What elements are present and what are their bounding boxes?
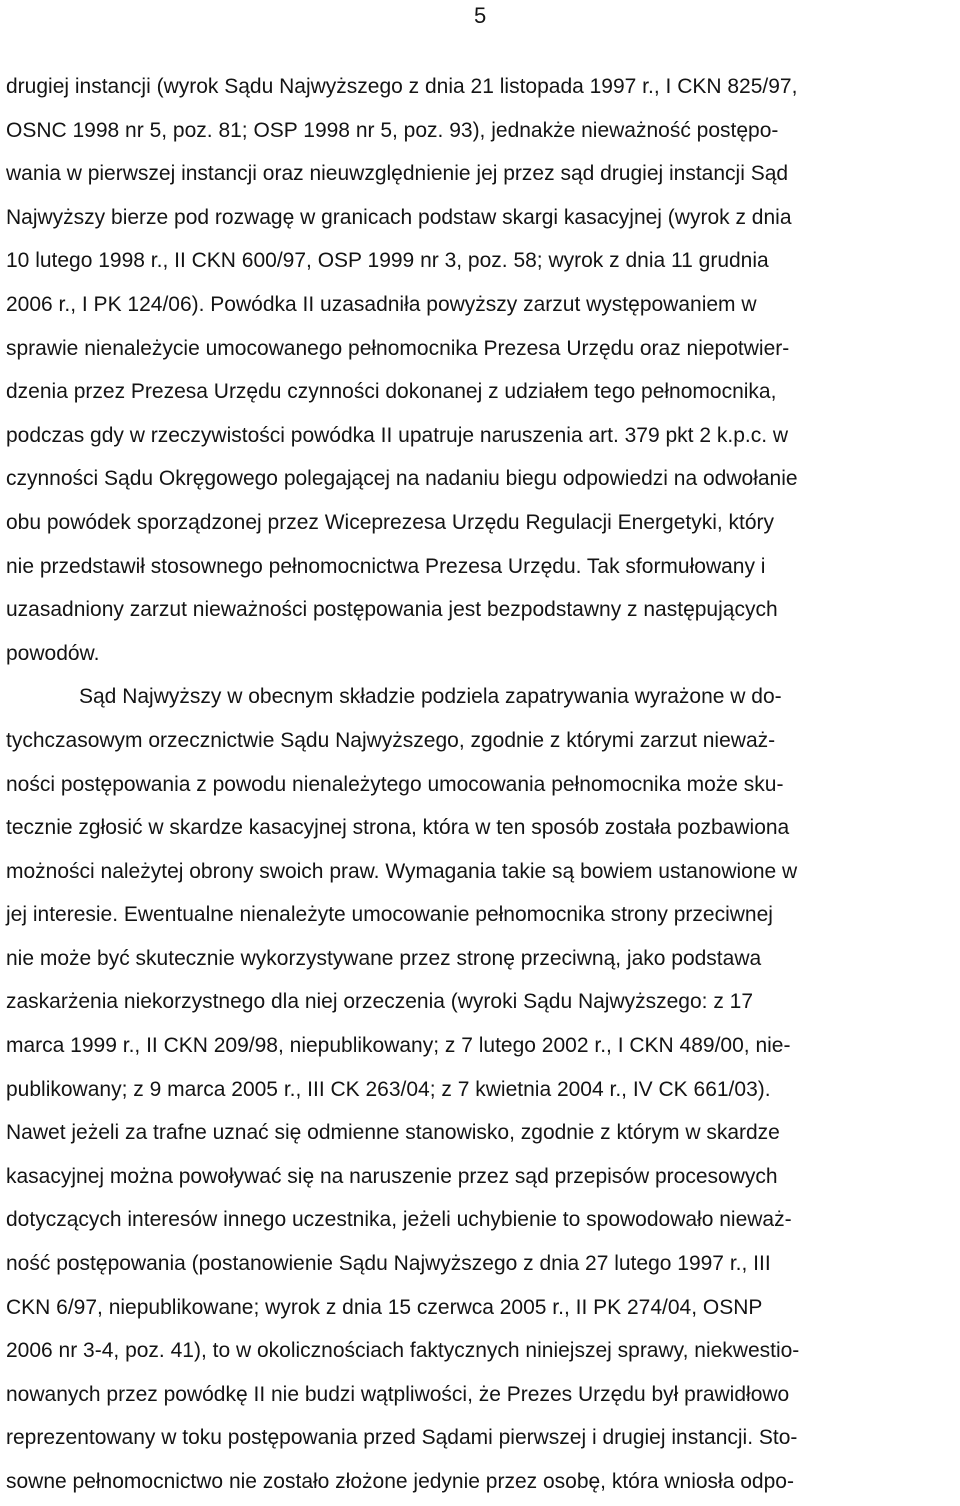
text-line: reprezentowany w toku postępowania przed Sądami pierwszej i drugiej instancji. Sto-	[6, 1426, 798, 1450]
text-line: kasacyjnej można powoływać się na naruszenie przez sąd przepisów procesowych	[6, 1164, 778, 1188]
text-line: tychczasowym orzecznictwie Sądu Najwyższego, zgodnie z którymi zarzut nieważ-	[6, 728, 776, 752]
text-line: drugiej instancji (wyrok Sądu Najwyższego z dnia 21 listopada 1997 r., I CKN 825/97,	[6, 75, 798, 98]
document-body	[6, 67, 956, 1506]
text-line: zaskarżenia niekorzystnego dla niej orzeczenia (wyroki Sądu Najwyższego: z 17	[6, 990, 754, 1014]
text-line: ności postępowania z powodu nienależytego umocowania pełnomocnika może sku-	[6, 772, 784, 796]
text-line: marca 1999 r., II CKN 209/98, niepublikowany; z 7 lutego 2002 r., I CKN 489/00, nie-	[6, 1034, 791, 1058]
text-line: czynności Sądu Okręgowego polegającej na nadaniu biegu odpowiedzi na odwołanie	[6, 467, 798, 491]
text-line: OSNC 1998 nr 5, poz. 81; OSP 1998 nr 5, poz. 93), jednakże nieważność postępo-	[6, 118, 779, 142]
text-line: dzenia przez Prezesa Urzędu czynności dokonanej z udziałem tego pełnomocnika,	[6, 380, 777, 404]
text-line: nie może być skutecznie wykorzystywane przez stronę przeciwną, jako podstawa	[6, 946, 762, 970]
text-line: 2006 r., I PK 124/06). Powódka II uzasadniła powyższy zarzut występowaniem w	[6, 292, 757, 316]
text-line: uzasadniony zarzut nieważności postępowania jest bezpodstawny z następujących	[6, 598, 778, 622]
text-line: 2006 nr 3-4, poz. 41), to w okolicznościach faktycznych niniejszej sprawy, niekwestio-	[6, 1339, 800, 1363]
text-line: podczas gdy w rzeczywistości powódka II upatruje naruszenia art. 379 pkt 2 k.p.c. w	[6, 423, 789, 447]
text-line: sowne pełnomocnictwo nie zostało złożone jedynie przez osobę, która wniosła odpo-	[6, 1470, 794, 1493]
text-line: możności należytej obrony swoich praw. Wymagania takie są bowiem ustanowione w	[6, 859, 798, 883]
paragraph-first-line: Sąd Najwyższy w obecnym składzie podziela zapatrywania wyrażone w do-	[79, 685, 782, 709]
text-line: Nawet jeżeli za trafne uznać się odmienne stanowisko, zgodnie z którym w skardze	[6, 1121, 780, 1145]
text-line: jej interesie. Ewentualne nienależyte umocowanie pełnomocnika strony przeciwnej	[6, 903, 773, 927]
text-line: obu powódek sporządzonej przez Wiceprezesa Urzędu Regulacji Energetyki, który	[6, 510, 775, 534]
text-line: tecznie zgłosić w skardze kasacyjnej strona, która w ten sposób została pozbawiona	[6, 816, 790, 840]
text-line: dotyczących interesów innego uczestnika, jeżeli uchybienie to spowodowało nieważ-	[6, 1208, 792, 1232]
text-line: publikowany; z 9 marca 2005 r., III CK 263/04; z 7 kwietnia 2004 r., IV CK 661/03).	[6, 1077, 771, 1101]
page-number: 5	[474, 3, 487, 28]
text-line: sprawie nienależycie umocowanego pełnomocnika Prezesa Urzędu oraz niepotwier-	[6, 336, 790, 360]
text-line: powodów.	[6, 641, 100, 665]
text-line: 10 lutego 1998 r., II CKN 600/97, OSP 1999 nr 3, poz. 58; wyrok z dnia 11 grudnia	[6, 249, 769, 273]
text-line: CKN 6/97, niepublikowane; wyrok z dnia 15 czerwca 2005 r., II PK 274/04, OSNP	[6, 1295, 763, 1319]
text-line: Najwyższy bierze pod rozwagę w granicach podstaw skargi kasacyjnej (wyrok z dnia	[6, 205, 792, 229]
text-line: wania w pierwszej instancji oraz nieuwzględnienie jej przez sąd drugiej instancji Sąd	[6, 162, 789, 186]
text-line: nie przedstawił stosownego pełnomocnictwa Prezesa Urzędu. Tak sformułowany i	[6, 554, 766, 578]
text-line: nowanych przez powódkę II nie budzi wątpliwości, że Prezes Urzędu był prawidłowo	[6, 1382, 790, 1406]
text-line: ność postępowania (postanowienie Sądu Najwyższego z dnia 27 lutego 1997 r., III	[6, 1252, 771, 1276]
